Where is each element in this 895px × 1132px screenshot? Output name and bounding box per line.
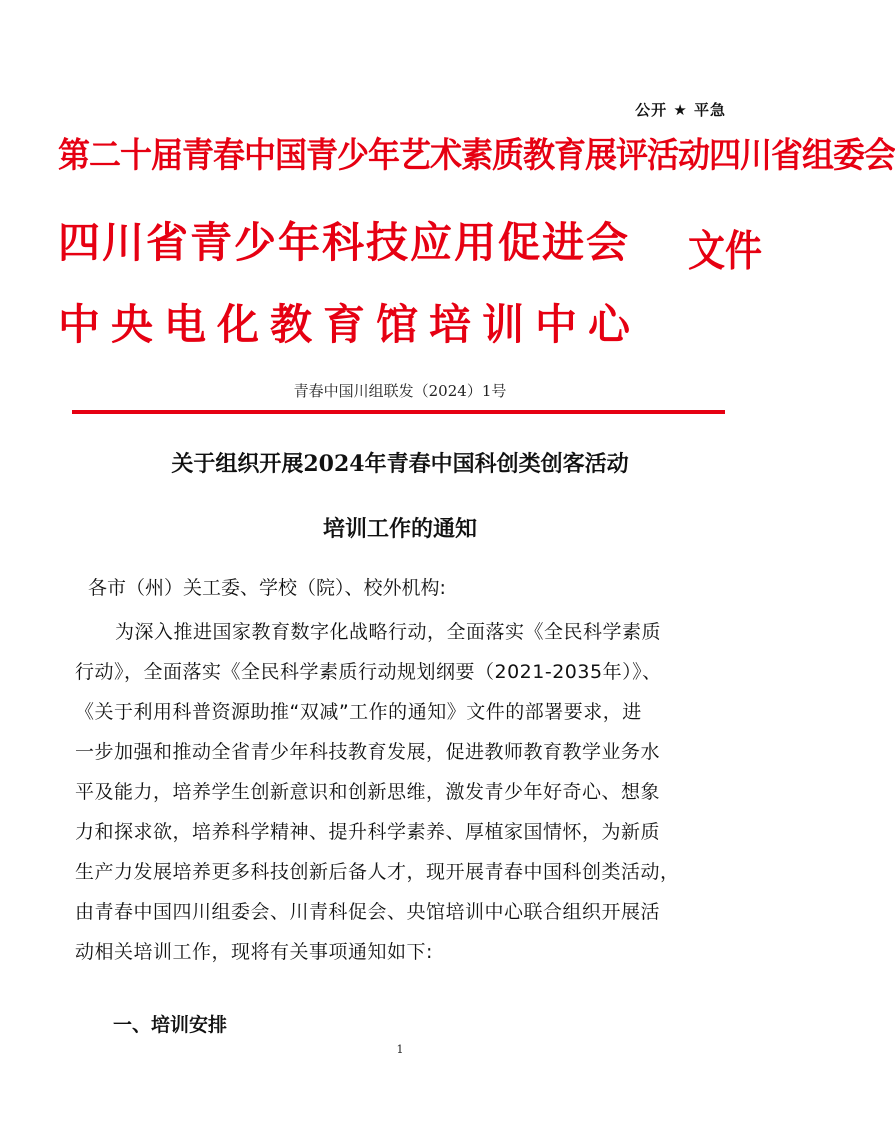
document-type-label: 文件 [688, 225, 762, 276]
body-line: 生产力发展培养更多科技创新后备人才，现开展青春中国科创类活动， [75, 861, 680, 883]
body-line: 为深入推进国家教育数字化战略行动，全面落实《全民科学素质 [115, 621, 662, 643]
body-line: 平及能力，培养学生创新意识和创新思维，激发青少年好奇心、想象 [75, 781, 661, 803]
body-line: 由青春中国四川组委会、川青科促会、央馆培训中心联合组织开展活 [75, 901, 661, 923]
classification-label: 公开 ★ 平急 [635, 101, 726, 119]
issuing-org-line-3: 中央电化教育馆培训中心 [58, 300, 642, 349]
document-number: 青春中国川组联发（2024）1号 [293, 382, 507, 400]
document-title-line-1: 关于组织开展2024年青春中国科创类创客活动 [171, 451, 629, 477]
red-divider [72, 410, 725, 414]
page-number: 1 [396, 1043, 404, 1056]
body-line: 行动》，全面落实《全民科学素质行动规划纲要（2021-2035年）》、 [75, 661, 662, 683]
salutation: 各市（州）关工委、学校（院）、校外机构: [88, 577, 446, 599]
section-heading: 一、培训安排 [113, 1014, 228, 1036]
issuing-org-line-2: 四川省青少年科技应用促进会 [58, 218, 631, 267]
body-line: 《关于利用科普资源助推“双减”工作的通知》文件的部署要求，进 [75, 701, 642, 723]
issuing-org-line-1: 第二十届青春中国青少年艺术素质教育展评活动四川省组委会 [58, 134, 895, 176]
body-line: 一步加强和推动全省青少年科技教育发展，促进教师教育教学业务水 [75, 741, 661, 763]
document-title-line-2: 培训工作的通知 [322, 516, 477, 542]
body-line: 力和探求欲，培养科学精神、提升科学素养、厚植家国情怀，为新质 [75, 821, 661, 843]
body-paragraph [75, 612, 727, 972]
body-line: 动相关培训工作，现将有关事项通知如下: [75, 941, 433, 963]
